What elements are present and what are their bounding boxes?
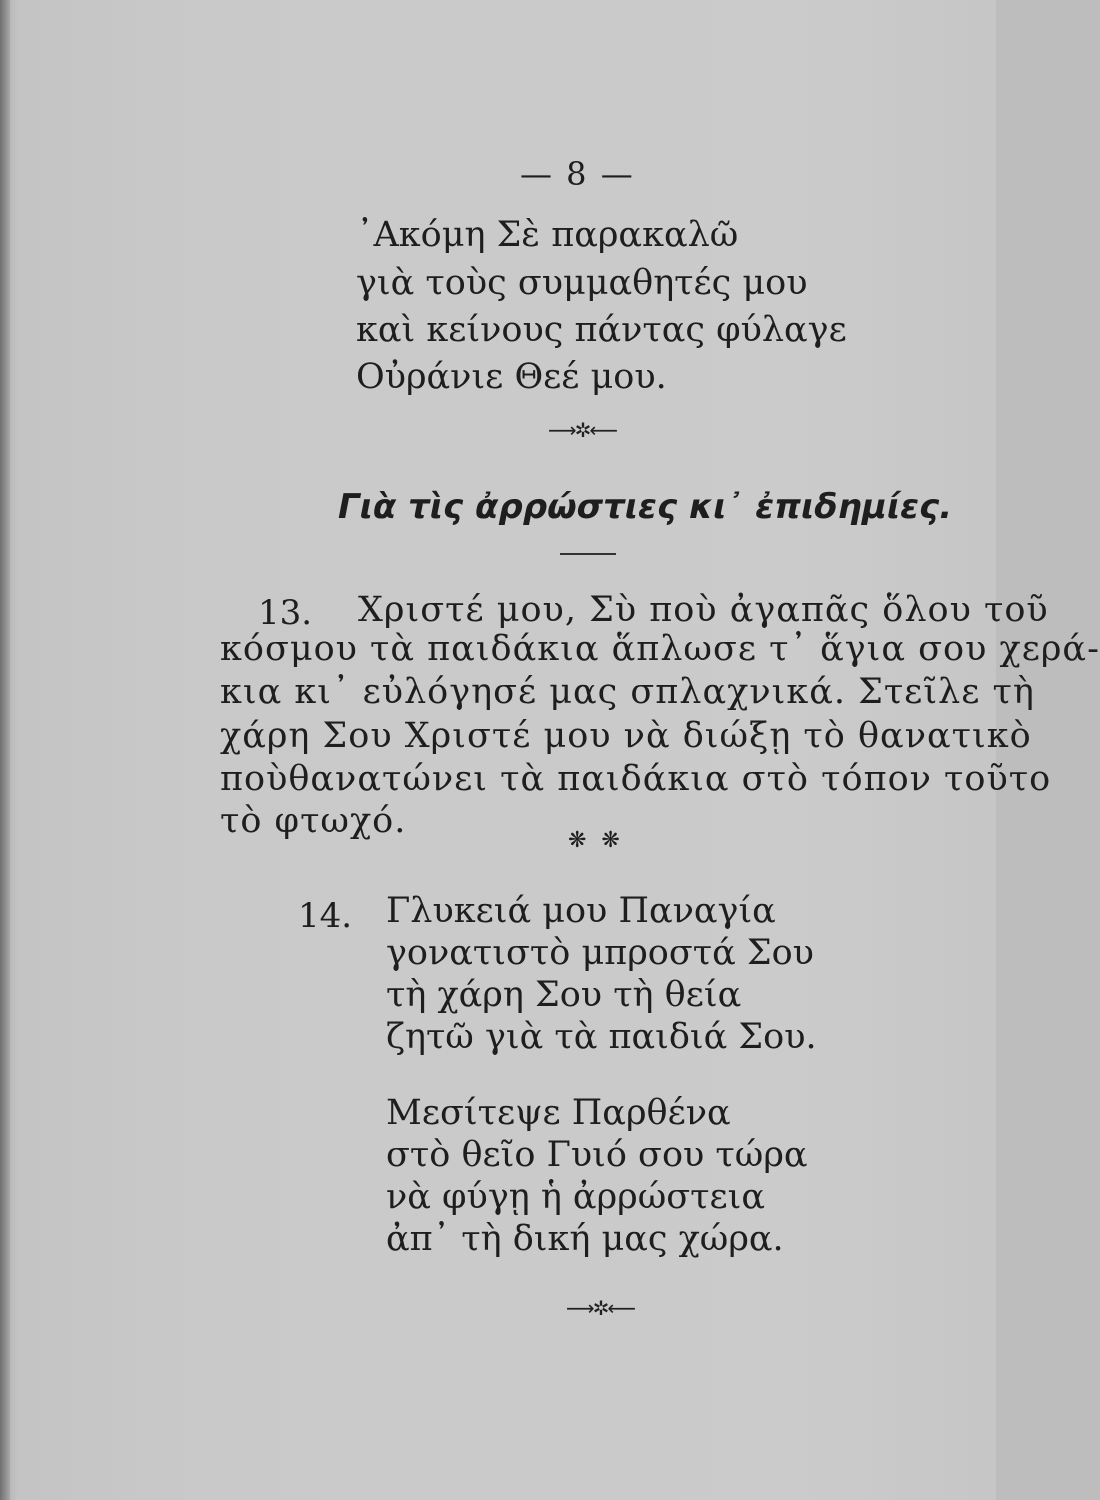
item-14-stanza-a-line-1: Γλυκειά μου Παναγία: [386, 891, 776, 931]
item-13-line-5: ποὺθανατώνει τὰ παιδάκια στὸ τόπον τοῦτο: [220, 759, 1052, 799]
item-13-line-3: κια κι᾿ εὐλόγησέ μας σπλαχνικά. Στεῖλε τὴ: [220, 672, 1035, 712]
section-heading: Γιὰ τὶς ἀρρώστιες κι᾿ ἐπιδημίες.: [338, 487, 953, 527]
heading-rule: [560, 553, 616, 555]
ornament-divider-2: ⟶✲⟵: [566, 1296, 635, 1320]
item-13-line-2: κόσμου τὰ παιδάκια ἅπλωσε τ᾿ ἅγια σου χερά-: [220, 629, 1100, 669]
item-13-line-4: χάρη Σου Χριστέ μου νὰ διώξῃ τὸ θανατικὸ: [220, 716, 1032, 756]
item-14-stanza-a-line-2: γονατιστὸ μπροστά Σου: [386, 933, 814, 973]
item-13-number: 13.: [258, 593, 313, 633]
item-14-stanza-a-line-3: τὴ χάρη Σου τὴ θεία: [386, 975, 742, 1015]
stanza-1-line-4: Οὐράνιε Θεέ μου.: [356, 357, 667, 397]
item-13-line-1: Χριστέ μου, Σὺ ποὺ ἀγαπᾶς ὅλου τοῦ: [358, 590, 1049, 630]
page-number: — 8 —: [520, 155, 635, 193]
item-14-stanza-b-line-1: Μεσίτεψε Παρθένα: [386, 1093, 731, 1133]
stanza-1-line-2: γιὰ τοὺς συμμαθητές μου: [356, 263, 808, 303]
page-spine-shadow: [0, 0, 10, 1500]
item-14-stanza-b-line-4: ἀπ᾿ τὴ δική μας χώρα.: [386, 1219, 784, 1259]
item-14-stanza-b-line-2: στὸ θεῖο Γυιό σου τώρα: [386, 1135, 808, 1175]
stanza-1-line-1: ᾿Ακόμη Σὲ παρακαλῶ: [356, 215, 739, 255]
item-14-number: 14.: [298, 896, 353, 936]
item-14-stanza-a-line-4: ζητῶ γιὰ τὰ παιδιά Σου.: [386, 1017, 817, 1057]
asterism-divider: ❋ ❋: [568, 828, 624, 853]
item-13-line-6: τὸ φτωχό.: [220, 801, 407, 841]
item-14-stanza-b-line-3: νὰ φύγῃ ἡ ἀρρώστεια: [386, 1177, 766, 1217]
ornament-divider-1: ⟶✲⟵: [548, 418, 617, 442]
stanza-1-line-3: καὶ κείνους πάντας φύλαγε: [356, 310, 847, 350]
